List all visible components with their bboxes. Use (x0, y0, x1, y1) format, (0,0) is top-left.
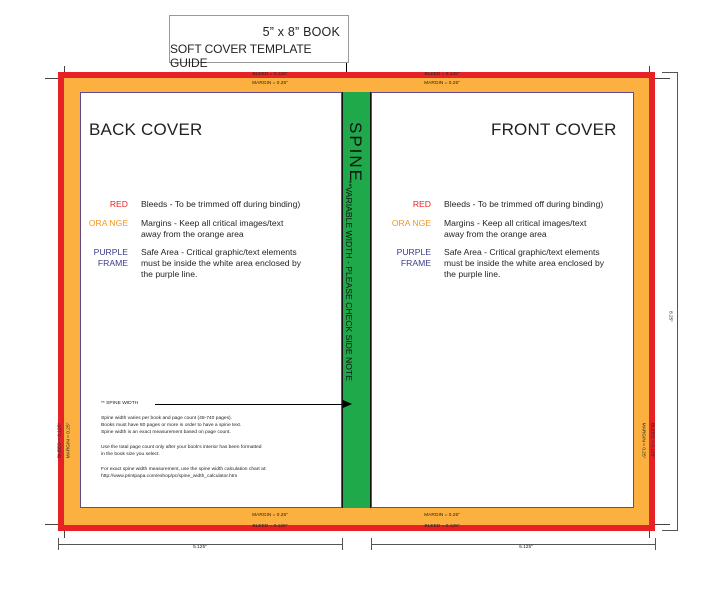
spine-width-arrow-line (155, 404, 342, 405)
title-line-1: 5” x 8” BOOK (262, 25, 340, 39)
height-dimension-label: 8.25" (667, 310, 673, 323)
width-dimension-right-tick-b (655, 538, 656, 550)
bleed-label-right-side: BLEED = 0.125" (649, 423, 655, 458)
front-cover-safe-area (371, 92, 634, 508)
width-dimension-left-label: 5.125" (193, 545, 207, 550)
width-dimension-left-tick-b (342, 538, 343, 550)
back-legend-red-desc: Bleeds - To be trimmed off during binding) (141, 199, 301, 209)
spine-width-p2-line2: in the book size you select. (101, 452, 160, 457)
spine-area (342, 92, 371, 508)
height-dimension-line (677, 72, 678, 531)
margin-label-top-right: MARGIN = 0.25" (424, 81, 460, 86)
margin-label-bottom-right: MARGIN = 0.25" (424, 513, 460, 518)
front-legend-purple-key-2: FRAME (400, 258, 431, 268)
spine-note: **VARIABLE WIDTH - PLEASE CHECK SIDE NOTE (344, 180, 354, 381)
back-cover-title: BACK COVER (89, 120, 203, 139)
template-title-box (169, 15, 349, 70)
margin-label-top-left: MARGIN = 0.25" (252, 81, 288, 86)
width-dimension-left-tick-a (58, 538, 59, 550)
spine-width-heading: ** SPINE WIDTH (101, 401, 139, 406)
spine-width-p2-line1: Use the total page count only after your book's interior has been formatted (101, 445, 262, 450)
bleed-label-left-side: BLEED = 0.125" (57, 423, 63, 458)
front-legend-orange-desc-2: away from the orange area (444, 229, 547, 239)
front-legend-orange-key: ORA NGE (391, 218, 431, 228)
spine-label: SPINE (346, 122, 365, 184)
height-dimension-tick-top (662, 72, 678, 73)
front-legend-orange-desc-1: Margins - Keep all critical images/text (444, 218, 587, 228)
margin-label-right-side: MARGIN = 0.25" (640, 422, 646, 459)
back-legend-purple-desc-3: the purple line. (141, 269, 198, 279)
width-dimension-right-label: 5.125" (519, 545, 533, 550)
bleed-label-top-right: BLEED = 0.125" (424, 72, 460, 77)
back-legend-orange-desc-2: away from the orange area (141, 229, 244, 239)
front-legend-red-desc: Bleeds - To be trimmed off during binding) (444, 199, 604, 209)
height-dimension-tick-bottom (662, 530, 678, 531)
margin-label-left-side: MARGIN = 0.25" (66, 422, 72, 459)
front-cover-title: FRONT COVER (491, 120, 617, 139)
width-dimension-right-tick-a (371, 538, 372, 550)
back-legend-purple-desc-2: must be inside the white area enclosed by (141, 258, 302, 268)
front-legend-purple-key-1: PURPLE (396, 247, 431, 257)
front-legend-purple-desc-3: the purple line. (444, 269, 501, 279)
back-legend-purple-key-1: PURPLE (93, 247, 128, 257)
bleed-label-bottom-right: BLEED = 0.125" (424, 524, 460, 529)
margin-label-bottom-left: MARGIN = 0.25" (252, 513, 288, 518)
spine-width-p1-line2: Books must have 80 pages or more in order to have a spine text. (101, 423, 242, 428)
back-legend-red-key: RED (109, 199, 128, 209)
spine-width-arrowhead-icon (343, 400, 352, 408)
front-legend-purple-desc-2: must be inside the white area enclosed by (444, 258, 605, 268)
title-line-2: SOFT COVER TEMPLATE GUIDE (170, 42, 312, 70)
spine-width-p3-line2: http://www.printpapa.com/eshop/pc/spine_width_calculator.htm (101, 474, 238, 479)
back-legend-purple-key-2: FRAME (97, 258, 128, 268)
back-legend-purple-desc-1: Safe Area - Critical graphic/text elements (141, 247, 297, 257)
spine-width-p3-line1: For exact spine width measurement, use the spine width calculation chart at: (101, 467, 267, 472)
back-legend-orange-desc-1: Margins - Keep all critical images/text (141, 218, 284, 228)
spine-width-p1-line3: Spine width is an exact measurement based on page count. (101, 430, 231, 435)
bleed-label-bottom-left: BLEED = 0.125" (252, 524, 288, 529)
back-legend-orange-key: ORA NGE (88, 218, 128, 228)
bleed-label-top-left: BLEED = 0.125" (252, 72, 288, 77)
front-legend-purple-desc-1: Safe Area - Critical graphic/text elements (444, 247, 600, 257)
spine-width-p1-line1: Spine width varies per book and page count (48-740 pages). (101, 416, 233, 421)
front-legend-red-key: RED (412, 199, 431, 209)
